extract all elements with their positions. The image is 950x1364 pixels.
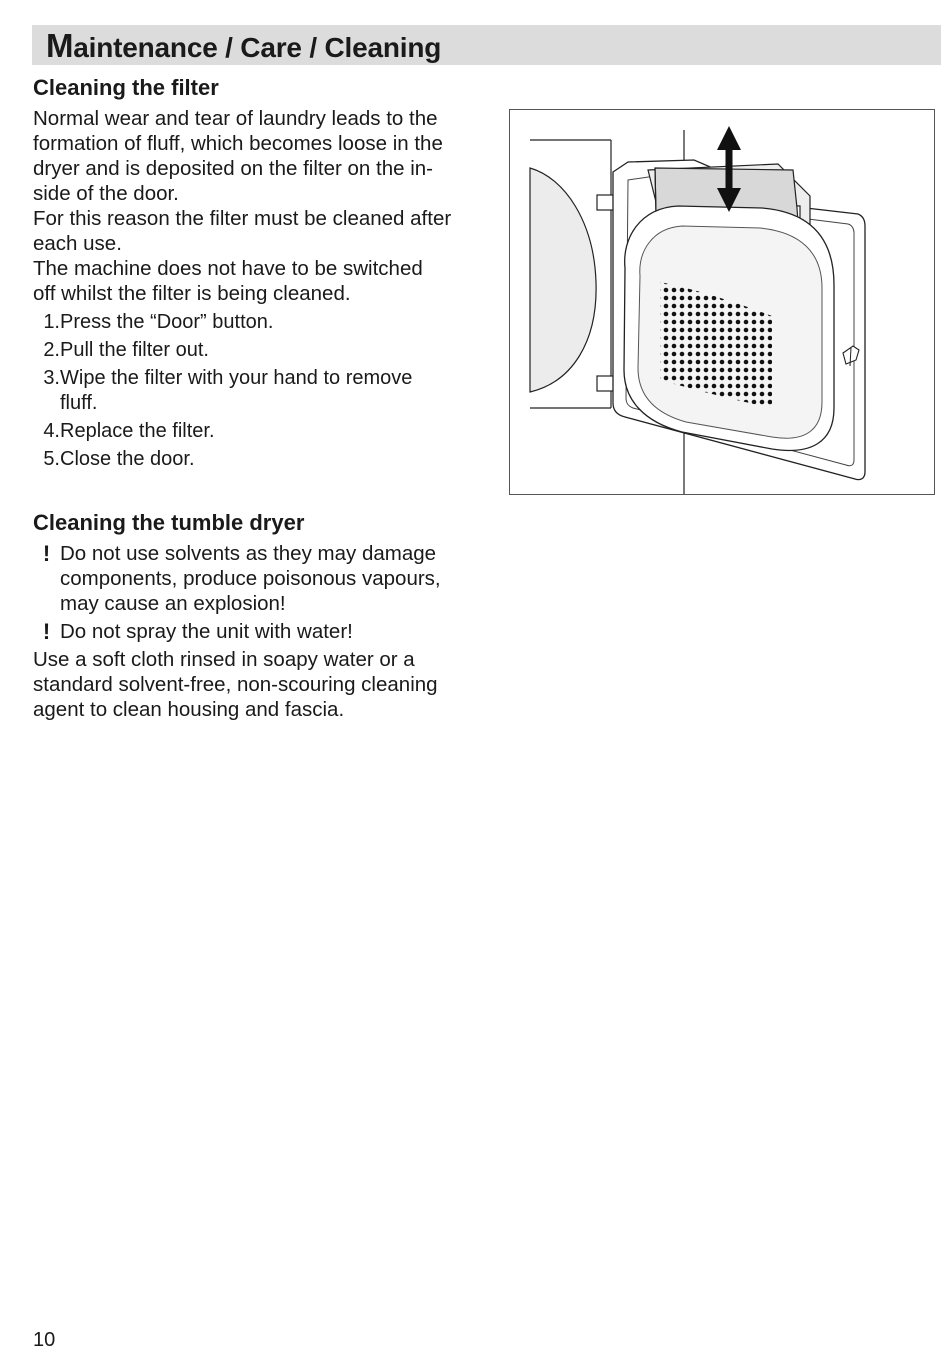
filter-section-heading: Cleaning the filter — [33, 75, 219, 100]
dryer-door-figure — [509, 109, 935, 495]
warnings-list — [33, 541, 483, 644]
step-text: Close the door. — [60, 447, 195, 470]
warning-icon: ! — [42, 619, 51, 644]
list-item — [33, 619, 483, 644]
filter-section — [33, 74, 483, 475]
page-title — [46, 27, 442, 64]
step-text: Wipe the filter with your hand to remove fluff. — [60, 367, 413, 414]
intro-line: dryer and is deposited on the filter on the in- — [33, 157, 433, 180]
step-text: Pull the filter out. — [60, 339, 209, 361]
warning-text: Do not spray the unit with water! — [60, 620, 353, 643]
step-text: Replace the filter. — [60, 419, 215, 442]
page-number: 10 — [33, 1329, 56, 1351]
header-bar — [32, 25, 941, 65]
step-number: 3. — [43, 367, 60, 389]
intro-line: off whilst the filter is being cleaned. — [33, 282, 351, 305]
outro-line: agent to clean housing and fascia. — [33, 698, 345, 721]
page-title-initial: M — [46, 27, 74, 64]
filter-steps-list — [33, 310, 483, 471]
intro-line: each use. — [33, 232, 122, 255]
intro-line: side of the door. — [33, 182, 179, 205]
intro-line: formation of fluff, which becomes loose in the — [33, 132, 443, 155]
filter-intro — [33, 106, 483, 306]
dryer-section — [33, 509, 483, 722]
step-number: 4. — [43, 419, 60, 442]
dryer-section-heading: Cleaning the tumble dryer — [33, 510, 305, 535]
list-item — [33, 310, 483, 335]
step-number: 2. — [43, 339, 60, 361]
step-number: 1. — [43, 311, 60, 333]
dryer-door-filter-illustration-icon — [510, 110, 934, 494]
intro-line: Normal wear and tear of laundry leads to the — [33, 107, 438, 130]
list-item — [33, 419, 483, 444]
step-number: 5. — [43, 447, 60, 470]
step-text: Press the “Door” button. — [60, 311, 274, 333]
dryer-outro — [33, 647, 483, 722]
intro-line: The machine does not have to be switched — [33, 257, 423, 280]
list-item — [33, 541, 483, 616]
outro-line: standard solvent-free, non-scouring cleaning — [33, 673, 438, 696]
list-item — [33, 447, 483, 472]
outro-line: Use a soft cloth rinsed in soapy water or a — [33, 648, 415, 671]
warning-icon: ! — [42, 541, 51, 566]
page-title-rest: aintenance / Care / Cleaning — [73, 32, 442, 63]
intro-line: For this reason the filter must be cleaned after — [33, 207, 452, 230]
list-item — [33, 366, 483, 415]
warning-text: Do not use solvents as they may damage components, produce poisonous vapours, may cause an explosion! — [60, 542, 441, 615]
list-item — [33, 338, 483, 363]
